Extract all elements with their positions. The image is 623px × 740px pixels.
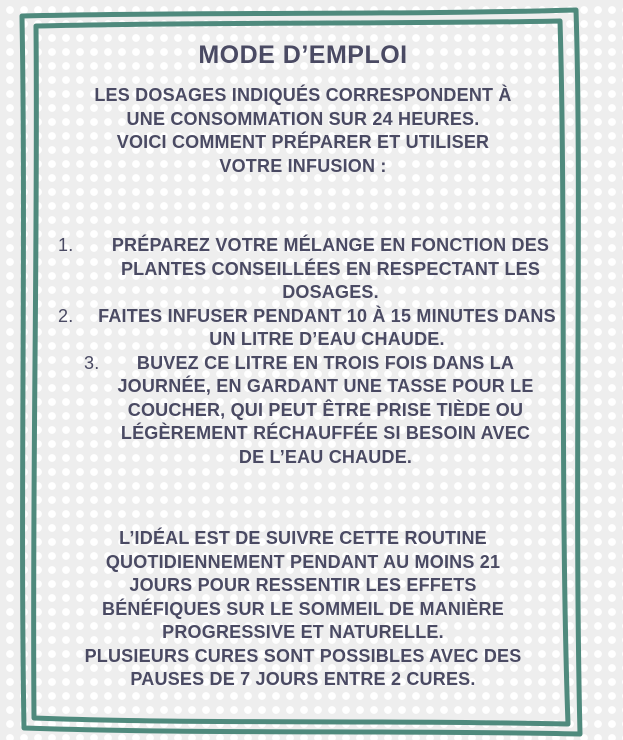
closing-line: QUOTIDIENNEMENT PENDANT AU MOINS 21 [105,551,501,572]
steps-list [28,234,578,469]
intro-line: UNE CONSOMMATION SUR 24 HEURES. [126,108,480,129]
intro-line: VOICI COMMENT PRÉPARER ET UTILISER [116,132,490,152]
page-title: MODE D’EMPLOI [198,41,408,69]
step-text: PRÉPAREZ VOTRE MÉLANGE EN FONCTION DES PLANTES CONSEILLÉES EN RESPECTANT LES DOSAGES. [111,235,550,302]
step-number: 1. [58,235,74,255]
closing-line: PROGRESSIVE ET NATURELLE. [162,622,444,642]
step-text: FAITES INFUSER PENDANT 10 À 15 MINUTES DANS UN LITRE D’EAU CHAUDE. [98,305,556,349]
intro-line: LES DOSAGES INDIQUÉS CORRESPONDENT À [94,85,512,105]
intro-paragraph [28,84,578,178]
closing-paragraph [28,527,578,692]
step-item [28,234,578,305]
step-text: BUVEZ CE LITRE EN TROIS FOIS DANS LA JOURNÉE, EN GARDANT UNE TASSE POUR LE COUCHER, QUI PEUT ÊTRE PRISE TIÈDE OU LÉGÈREMENT RÉCHAUFFÉE SI BESOIN AVEC DE L’EAU CHAUDE. [117,352,534,467]
intro-line: VOTRE INFUSION : [219,155,387,176]
closing-line: BÉNÉFIQUES SUR LE SOMMEIL DE MANIÈRE [102,598,504,619]
step-item [28,305,578,352]
step-item [28,352,578,470]
closing-line: JOURS POUR RESSENTIR LES EFFETS [129,575,477,595]
closing-line: L’IDÉAL EST DE SUIVRE CETTE ROUTINE [119,528,487,548]
closing-line: PAUSES DE 7 JOURS ENTRE 2 CURES. [130,669,476,689]
step-number: 2. [58,305,74,326]
closing-line: PLUSIEURS CURES SONT POSSIBLES AVEC DES [84,645,522,666]
instructions-panel [28,22,578,722]
step-number: 3. [84,352,100,373]
